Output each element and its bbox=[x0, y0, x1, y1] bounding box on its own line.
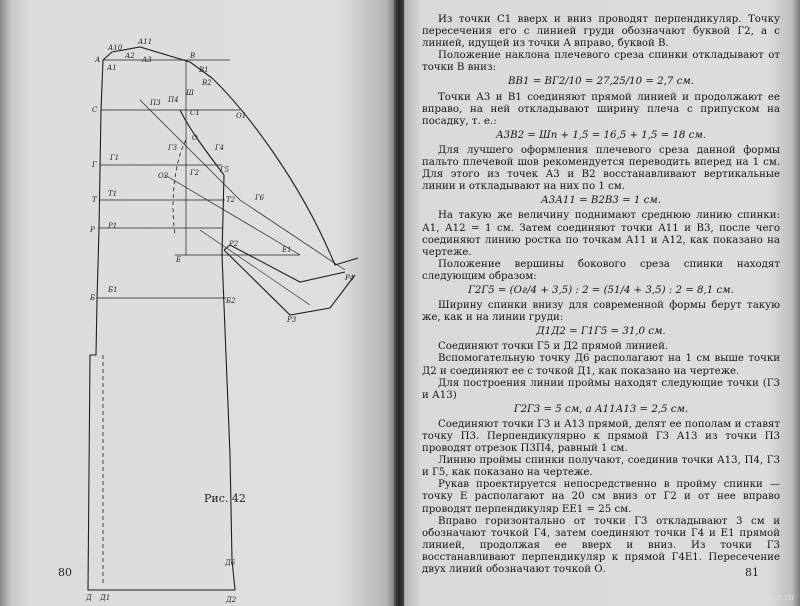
paragraph: Для построения линии проймы находят следующие точки (Г3 и А13) bbox=[422, 377, 780, 401]
svg-text:В: В bbox=[190, 52, 196, 60]
svg-text:Г: Г bbox=[92, 161, 97, 169]
svg-text:Р1: Р1 bbox=[108, 222, 118, 230]
svg-text:Г1: Г1 bbox=[110, 154, 120, 162]
svg-text:Г3: Г3 bbox=[168, 144, 178, 152]
svg-text:О1: О1 bbox=[236, 112, 247, 120]
svg-text:Г6: Г6 bbox=[255, 194, 265, 202]
page-number-right: 81 bbox=[745, 566, 759, 579]
svg-text:Б: Б bbox=[90, 294, 96, 302]
svg-text:Т: Т bbox=[92, 196, 97, 204]
svg-text:О: О bbox=[192, 134, 198, 142]
svg-text:Д1: Д1 bbox=[100, 594, 111, 602]
svg-text:В1: В1 bbox=[199, 66, 209, 74]
paragraph: Положение наклона плечевого среза спинки откладывают от точки В вниз: bbox=[422, 50, 780, 74]
formula: Г2Г5 = (Ог/4 + 3,5) : 2 = (51/4 + 3,5) : 2 = 8,1 см. bbox=[468, 284, 734, 296]
formula: Д1Д2 = Г1Г5 = 31,0 см. bbox=[536, 326, 666, 338]
paragraph: Точки А3 и В1 соединяют прямой линией и продолжают ее вправо, на ней откладывают ширину плеча с припуском на посадку, т. е.: bbox=[422, 91, 780, 127]
paragraph: Соединяют точки Г3 и А13 прямой, делят ее пополам и ставят точку П3. Перпендикулярно к прямой Г3 А13 из точки П3 проводят отрезок П3П4, равный 1 см. bbox=[422, 418, 780, 455]
svg-text:Д2: Д2 bbox=[226, 596, 237, 604]
svg-text:Г5: Г5 bbox=[220, 166, 230, 174]
svg-text:А1: А1 bbox=[107, 64, 117, 72]
svg-text:А2: А2 bbox=[125, 52, 135, 60]
paragraph: Рукав проектируется непосредственно в пройму спинки — точку Е располагают на 20 см вниз от Г2 и от нее вправо проводят перпендикуляр ЕЕ1 = 25 см. bbox=[422, 479, 780, 515]
svg-text:А3: А3 bbox=[142, 56, 152, 64]
paragraph: Положение вершины бокового среза спинки находят следующим образом: bbox=[422, 258, 780, 282]
sleeve-top bbox=[212, 78, 358, 265]
svg-text:С1: С1 bbox=[190, 109, 200, 117]
svg-text:П3: П3 bbox=[150, 99, 161, 107]
svg-text:А11: А11 bbox=[138, 38, 153, 46]
paragraph: Ширину спинки внизу для современной формы берут такую же, как и на линии груди: bbox=[422, 300, 780, 324]
paragraph: Соединяют точки Г5 и Д2 прямой линией. bbox=[438, 341, 669, 353]
svg-text:Т1: Т1 bbox=[108, 190, 118, 198]
svg-text:Г4: Г4 bbox=[215, 144, 225, 152]
watermark: PassionForum.ru bbox=[719, 593, 794, 603]
svg-text:Р3: Р3 bbox=[287, 316, 297, 324]
svg-text:О2: О2 bbox=[158, 172, 169, 180]
svg-text:Р: Р bbox=[90, 226, 95, 234]
drawing-point-labels bbox=[85, 38, 354, 604]
svg-text:Т2: Т2 bbox=[226, 196, 236, 204]
svg-text:Е: Е bbox=[176, 256, 182, 264]
svg-text:В2: В2 bbox=[202, 79, 212, 87]
formula: А3В2 = Шп + 1,5 = 16,5 + 1,5 = 18 см. bbox=[495, 129, 707, 141]
svg-text:Р2: Р2 bbox=[229, 240, 239, 248]
svg-text:А: А bbox=[95, 56, 101, 64]
paragraph: На такую же величину поднимают среднюю линию спинки: А1, А12 = 1 см. Затем соединяют точки А11 и В3, после чего соединяют линию ростка по точкам А11 и А12, как показано на чертеже. bbox=[422, 210, 780, 258]
formula: ВВ1 = ВГ2/10 = 27,25/10 = 2,7 см. bbox=[508, 76, 694, 88]
svg-text:Б2: Б2 bbox=[226, 297, 236, 305]
paragraph: Линию проймы спинки получают, соединив точки А13, П4, Г3 и Г5, как показано на чертеже. bbox=[422, 455, 780, 479]
paragraph: Для лучшего оформления плечевого среза данной формы пальто плечевой шов рекомендуется переводить вперед на 1 см. Для этого из точек А3 и В2 восстанавливают вертикальные линии и откладывают на них по 1 см. bbox=[422, 144, 780, 193]
svg-text:Е1: Е1 bbox=[282, 246, 292, 254]
paragraph: Вправо горизонтально от точки Г3 откладывают 3 см и обозначают точкой Г4, затем соединяют точки Г4 и Е1 прямой линией, продолжая ее вверх и вниз. Из точки Г3 восстанавливают перпендикуляр к прямой Г4Е1. Пересечение двух линий обозначают точкой О. bbox=[422, 515, 780, 576]
right-page-text bbox=[422, 14, 780, 576]
svg-text:С: С bbox=[92, 106, 98, 114]
page-number-left: 80 bbox=[58, 566, 72, 579]
back-outline bbox=[88, 60, 235, 590]
formula: Г2Г3 = 5 см, а А11А13 = 2,5 см. bbox=[513, 403, 689, 415]
figure-caption: Рис. 42 bbox=[204, 492, 246, 505]
svg-text:Ш: Ш bbox=[186, 89, 194, 97]
svg-text:Г2: Г2 bbox=[190, 169, 200, 177]
svg-text:Д: Д bbox=[86, 594, 92, 602]
paragraph: Из точки С1 вверх и вниз проводят перпендикуляр. Точку пересечения его с линией груди обозначают буквой Г2, а с линией, идущей из точки А вправо, буквой В. bbox=[422, 14, 780, 50]
svg-text:П4: П4 bbox=[168, 96, 179, 104]
paragraph: Вспомогательную точку Д6 располагают на 1 см выше точки Д2 и соединяют ее с точкой Д1, как показано на чертеже. bbox=[422, 353, 780, 377]
svg-text:Д6: Д6 bbox=[225, 559, 236, 567]
svg-text:А10: А10 bbox=[108, 44, 123, 52]
formula: А3А11 = В2В3 = 1 см. bbox=[541, 195, 661, 207]
svg-text:Р4: Р4 bbox=[345, 274, 355, 282]
svg-text:Б1: Б1 bbox=[108, 286, 118, 294]
